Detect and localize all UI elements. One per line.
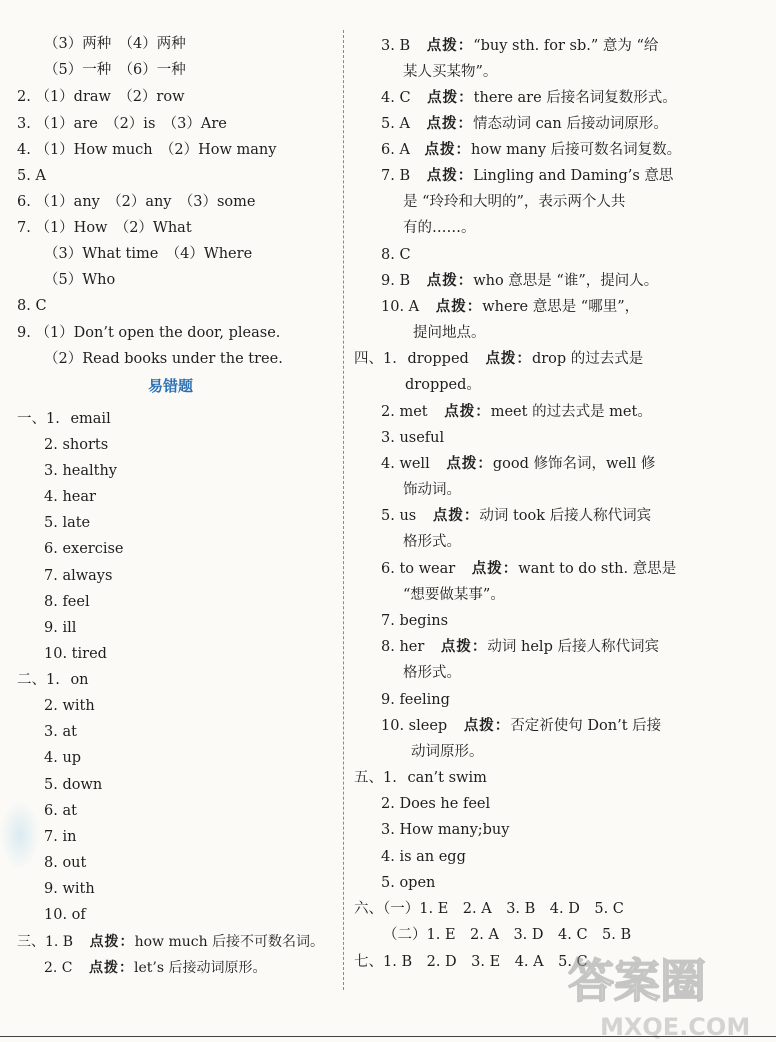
item-number: 7. B [381,168,411,184]
item-number: 6. to wear [381,561,456,577]
hint-keyword: 点拨： [89,934,135,950]
item-number: 8. her [381,639,425,655]
answer-line [17,409,111,429]
answer-line: 3. （1）are （2）is （3）Are [17,116,227,132]
answer-line [44,958,266,978]
answer-line: 10. of [44,907,86,923]
section-label: 一、1. [17,411,60,427]
answer-line: 2. （1）draw （2）row [17,89,185,105]
answer-line [381,716,661,736]
hint-text: Lingling and Daming’s 意思 [473,168,674,184]
answer-line [381,559,676,579]
hint-text: where 意思是 “哪里”， [482,299,640,315]
hint-text: who 意思是 “谁”，提问人。 [473,273,659,289]
answer-line [381,297,639,317]
hint-keyword: 点拨： [485,350,532,367]
answer-line [381,637,659,657]
answer-line [17,670,89,690]
watermark-sub: MXQE.COM [600,1013,751,1040]
answer-line: 4. hear [44,489,96,505]
hint-keyword: 点拨： [426,115,474,132]
scan-blot [0,800,40,870]
answer-line: 3. at [44,724,77,740]
answer-line [381,36,658,56]
answer-line: 5. open [381,875,436,891]
item-number: 10. sleep [381,718,448,734]
answer-line [381,402,652,422]
answer-line [381,454,655,474]
item-number: 10. A [381,299,420,315]
item-number: 3. B [381,38,411,54]
answer-line [381,506,651,526]
item-number: 2. C [44,960,73,976]
item-number: 5. A [381,116,410,132]
answer-line: 3. healthy [44,463,118,479]
hint-text: drop 的过去式是 [531,351,644,367]
hint-text: 动词 took 后接人称代词宾 [479,508,652,524]
hint-text: how much 后接不可数名词。 [134,934,325,950]
hint-text: meet 的过去式是 met。 [490,404,652,420]
answer-text: dropped [407,351,469,367]
hint-text: there are 后接名词复数形式。 [473,90,677,106]
answer-line: 格形式。 [403,534,461,550]
item-number: 9. B [381,273,411,289]
hint-keyword: 点拨： [446,455,493,472]
hint-keyword: 点拨： [432,507,480,524]
answer-line: 2. Does he feel [381,796,491,812]
answer-line: dropped。 [405,377,481,393]
hint-text: good 修饰名词，well 修 [492,456,656,472]
answer-line: 3. useful [381,430,445,446]
hint-text: 动词 help 后接人称代词宾 [487,639,659,655]
answer-line: （3）What time （4）Where [44,246,253,262]
hint-keyword: 点拨： [424,141,472,158]
answer-line: 2. with [44,698,95,714]
watermark-main: 答案圈 [568,954,706,1008]
item-number: 5. us [381,508,417,524]
answer-line: 七、1. B 2. D 3. E 4. A 5. C [354,954,588,970]
hint-keyword: 点拨： [426,37,474,54]
section-label: 二、1. [17,672,60,688]
hint-keyword: 点拨： [88,960,134,976]
answer-line: 10. tired [44,646,107,662]
answer-line: 9. feeling [381,692,450,708]
answer-line: 5. A [17,168,46,184]
answer-line: 4. up [44,750,82,766]
hint-text: want to do sth. 意思是 [518,561,677,577]
hint-keyword: 点拨： [426,167,474,184]
answer-text: on [70,672,89,688]
answer-text: can’t swim [407,770,487,786]
item-number: 2. met [381,404,428,420]
answer-line: 动词原形。 [411,744,484,760]
answer-line: 6. exercise [44,541,124,557]
answer-line: 5. down [44,777,103,793]
hint-text: 否定祈使句 Don’t 后接 [510,718,662,734]
answer-line: 饰动词。 [403,482,461,498]
answer-line: 7. in [44,829,77,845]
hint-text: “buy sth. for sb.” 意为 “给 [473,38,659,54]
section-label: 三、1. B [17,934,74,950]
answer-line: 5. late [44,515,91,531]
answer-line: 某人买某物”。 [403,64,498,80]
item-number: 4. C [381,90,411,106]
answer-text: email [70,411,111,427]
answer-line: 4. （1）How much （2）How many [17,142,277,158]
answer-line: （5）Who [44,272,116,288]
section-label: 四、1. [354,351,397,367]
answer-line: 3. How many;buy [381,822,510,838]
item-number: 6. A [381,142,410,158]
page-bottom-rule [0,1036,776,1037]
answer-line: 9. （1）Don’t open the door, please. [17,325,281,341]
hint-keyword: 点拨： [427,89,474,106]
answer-line: （5）一种 （6）一种 [44,62,186,78]
hint-keyword: 点拨： [435,298,483,315]
answer-line [381,114,668,134]
answer-line: 格形式。 [403,665,461,681]
hint-keyword: 点拨： [471,560,519,577]
hint-keyword: 点拨： [440,638,488,655]
answer-line: “想要做某事”。 [403,587,505,603]
column-divider [343,30,344,990]
hint-keyword: 点拨： [463,717,511,734]
answer-line [381,140,681,160]
answer-line: 9. with [44,881,95,897]
answer-line: 8. C [17,298,47,314]
answer-line [381,88,677,108]
section-label: 五、1. [354,770,397,786]
answer-line: 6. （1）any （2）any （3）some [17,194,256,210]
hint-text: let’s 后接动词原形。 [133,960,267,976]
answer-line: 8. feel [44,594,90,610]
answer-line: 7. （1）How （2）What [17,220,192,236]
answer-line: 有的……。 [403,220,476,236]
answer-line: 2. shorts [44,437,109,453]
answer-line: 4. is an egg [381,849,466,865]
answer-line: 8. C [381,247,411,263]
answer-line: 9. ill [44,620,77,636]
section-heading: 易错题 [148,377,194,395]
answer-line: （2）Read books under the tree. [44,351,283,367]
answer-line: 提问地点。 [413,325,486,341]
answer-line: 8. out [44,855,87,871]
answer-line: 7. begins [381,613,449,629]
hint-text: how many 后接可数名词复数。 [471,142,682,158]
watermark [560,945,770,1040]
hint-keyword: 点拨： [426,272,474,289]
answer-line: 是 “玲玲和大明的”，表示两个人共 [403,194,626,210]
answer-line [381,271,658,291]
answer-line [354,349,643,369]
answer-line: （3）两种 （4）两种 [44,36,186,52]
answer-line: 六、（一）1. E 2. A 3. B 4. D 5. C [354,901,624,917]
answer-line [381,166,673,186]
answer-line: 6. at [44,803,77,819]
item-number: 4. well [381,456,430,472]
answer-line: 7. always [44,568,113,584]
answer-line: （二）1. E 2. A 3. D 4. C 5. B [383,927,632,943]
hint-text: 情态动词 can 后接动词原形。 [473,116,668,132]
answer-line [17,932,324,952]
answer-line [354,768,487,788]
hint-keyword: 点拨： [444,403,491,420]
